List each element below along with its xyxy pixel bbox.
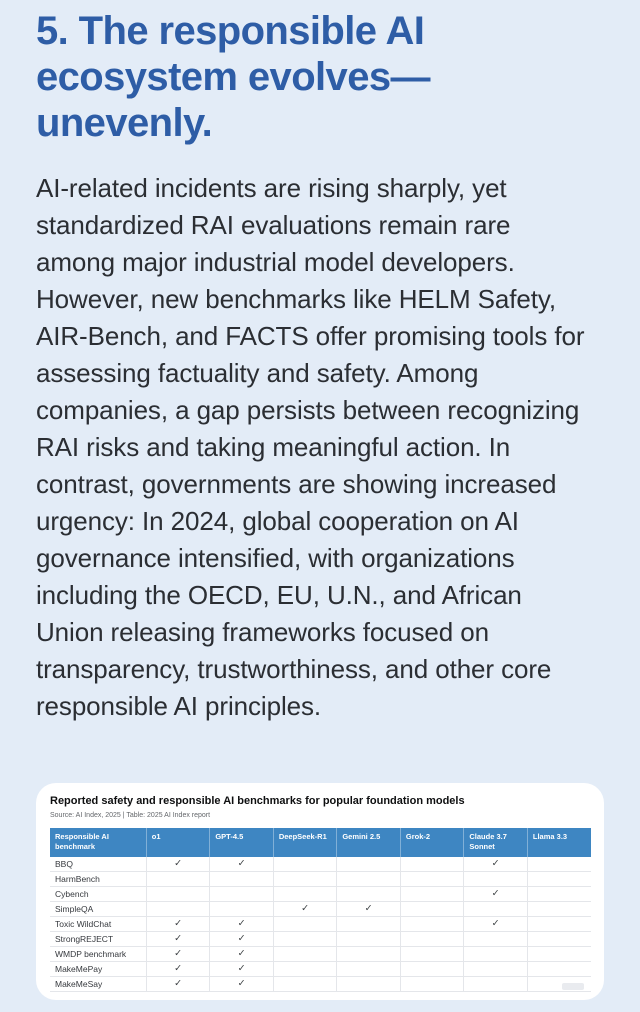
empty-cell	[337, 932, 401, 947]
column-header-model: Claude 3.7 Sonnet	[464, 828, 528, 857]
empty-cell	[210, 902, 274, 917]
empty-cell	[146, 887, 210, 902]
table-row	[50, 947, 591, 962]
table-source: Source: AI Index, 2025 | Table: 2025 AI Index report	[50, 811, 211, 819]
empty-cell	[273, 872, 337, 887]
check-mark: ✓	[464, 887, 528, 902]
table-header-row	[50, 828, 591, 857]
check-mark: ✓	[146, 977, 210, 992]
empty-cell	[210, 887, 274, 902]
empty-cell	[400, 977, 464, 992]
check-mark: ✓	[464, 917, 528, 932]
table-row	[50, 887, 591, 902]
benchmark-label: Cybench	[50, 887, 146, 902]
section-title-line: ecosystem evolves—	[36, 55, 430, 99]
empty-cell	[527, 887, 591, 902]
column-header-model: Llama 3.3	[527, 828, 591, 857]
table-row	[50, 977, 591, 992]
check-mark: ✓	[210, 917, 274, 932]
empty-cell	[273, 917, 337, 932]
empty-cell	[146, 872, 210, 887]
empty-cell	[273, 857, 337, 872]
empty-cell	[527, 872, 591, 887]
check-mark: ✓	[146, 917, 210, 932]
column-header-model: Grok-2	[400, 828, 464, 857]
benchmark-label: Toxic WildChat	[50, 917, 146, 932]
benchmark-label: SimpleQA	[50, 902, 146, 917]
empty-cell	[527, 902, 591, 917]
empty-cell	[210, 872, 274, 887]
empty-cell	[146, 902, 210, 917]
body-paragraph: AI-related incidents are rising sharply, yet standardized RAI evaluations remain rare among major industrial model developers. However, new benchmarks like HELM Safety, AIR-Bench, and FACTS offer promising tools for assessing factuality and safety. Among companies, a gap persists between recognizing RAI risks and taking meaningful action. In contrast, governments are showing increased urgency: In 2024, global cooperation on AI governance intensified, with organizations including the OECD, EU, U.N., and African Union releasing frameworks focused on transparency, trustworthiness, and other core responsible AI principles.	[36, 173, 585, 721]
benchmark-label: BBQ	[50, 857, 146, 872]
table-row	[50, 962, 591, 977]
benchmark-label: MakeMePay	[50, 962, 146, 977]
empty-cell	[273, 887, 337, 902]
empty-cell	[337, 962, 401, 977]
check-mark: ✓	[210, 977, 274, 992]
check-mark: ✓	[210, 947, 274, 962]
benchmark-label: HarmBench	[50, 872, 146, 887]
empty-cell	[464, 932, 528, 947]
empty-cell	[400, 872, 464, 887]
column-header-model: DeepSeek-R1	[273, 828, 337, 857]
empty-cell	[527, 947, 591, 962]
check-mark: ✓	[146, 947, 210, 962]
check-mark: ✓	[273, 902, 337, 917]
table-row	[50, 872, 591, 887]
empty-cell	[337, 857, 401, 872]
empty-cell	[400, 932, 464, 947]
benchmark-label: MakeMeSay	[50, 977, 146, 992]
check-mark: ✓	[210, 857, 274, 872]
column-header-benchmark: Responsible AI benchmark	[50, 828, 146, 857]
empty-cell	[337, 947, 401, 962]
empty-cell	[273, 947, 337, 962]
check-mark: ✓	[146, 962, 210, 977]
empty-cell	[273, 932, 337, 947]
column-header-model: o1	[146, 828, 210, 857]
empty-cell	[337, 872, 401, 887]
benchmarks-table	[50, 828, 591, 993]
empty-cell	[400, 902, 464, 917]
table-row	[50, 902, 591, 917]
empty-cell	[337, 917, 401, 932]
benchmark-label: WMDP benchmark	[50, 947, 146, 962]
empty-cell	[464, 902, 528, 917]
section-title	[36, 8, 604, 146]
empty-cell	[527, 932, 591, 947]
empty-cell	[273, 977, 337, 992]
empty-cell	[400, 917, 464, 932]
check-mark: ✓	[210, 932, 274, 947]
empty-cell	[273, 962, 337, 977]
empty-cell	[527, 962, 591, 977]
empty-cell	[337, 887, 401, 902]
empty-cell	[527, 857, 591, 872]
empty-cell	[400, 962, 464, 977]
table-row	[50, 917, 591, 932]
check-mark: ✓	[337, 902, 401, 917]
empty-cell	[464, 977, 528, 992]
column-header-model: Gemini 2.5	[337, 828, 401, 857]
check-mark: ✓	[464, 857, 528, 872]
table-row	[50, 932, 591, 947]
check-mark: ✓	[210, 962, 274, 977]
empty-cell	[527, 917, 591, 932]
empty-cell	[337, 977, 401, 992]
section-title-line: 5. The responsible AI	[36, 9, 425, 53]
check-mark: ✓	[146, 932, 210, 947]
column-header-model: GPT-4.5	[210, 828, 274, 857]
table-row	[50, 857, 591, 872]
empty-cell	[464, 947, 528, 962]
faint-watermark	[562, 983, 584, 990]
empty-cell	[400, 887, 464, 902]
section-title-line: unevenly.	[36, 101, 213, 145]
empty-cell	[400, 857, 464, 872]
table-title: Reported safety and responsible AI benchmarks for popular foundation models	[50, 795, 465, 807]
empty-cell	[464, 962, 528, 977]
benchmarks-card	[36, 783, 604, 1000]
benchmark-label: StrongREJECT	[50, 932, 146, 947]
empty-cell	[464, 872, 528, 887]
empty-cell	[400, 947, 464, 962]
check-mark: ✓	[146, 857, 210, 872]
